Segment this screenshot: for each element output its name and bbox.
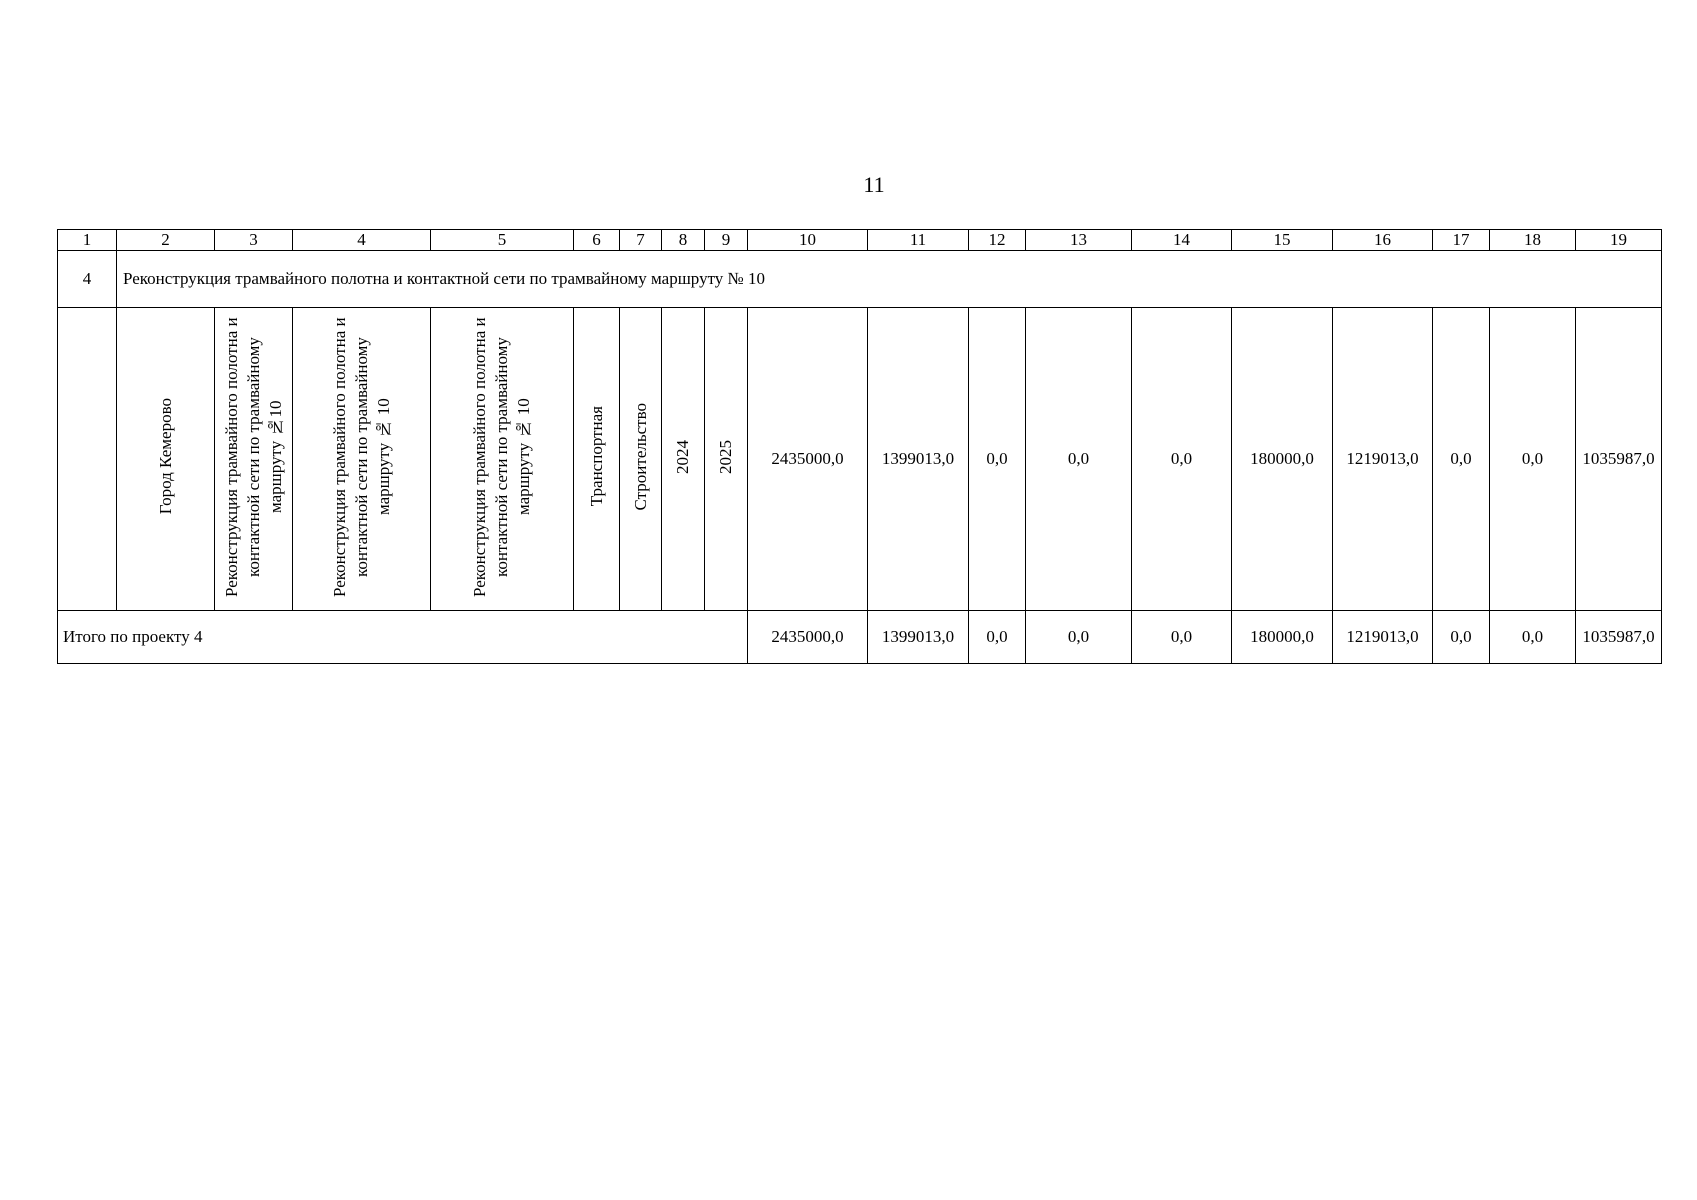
value-text: 180000,0 [1250,449,1314,468]
project-header-row [58,251,1662,308]
value-cell [1026,308,1132,611]
column-number: 17 [1433,230,1490,251]
total-value-cell [1232,611,1333,664]
work-type-cell [620,308,662,611]
page-number: 11 [863,172,885,197]
total-value-cell [1132,611,1232,664]
value-text: 0,0 [1170,449,1193,468]
value-cell [1132,308,1232,611]
object-description-cell [293,308,431,611]
column-number: 9 [705,230,748,251]
end-year-cell [705,308,748,611]
value-cell [1433,308,1490,611]
column-number: 13 [1026,230,1132,251]
value-text: 1035987,0 [1582,449,1655,468]
start-year-cell [662,308,705,611]
start-year-text: 2024 [673,439,692,474]
object-name-cell [215,308,293,611]
column-number: 10 [748,230,868,251]
row-number-cell [58,308,117,611]
end-year-text: 2025 [716,439,735,474]
object-description-text: Реконструкция трамвайного полотна и контактной сети по трамвайному маршруту № 10 [329,316,393,597]
value-cell [969,308,1026,611]
total-value-text: 1399013,0 [881,627,955,646]
total-label: Итого по проекту 4 [58,611,748,664]
infrastructure-type-text: Транспортная [586,406,606,507]
column-number: 19 [1576,230,1662,251]
column-number: 18 [1490,230,1576,251]
total-value-text: 2435000,0 [771,627,844,646]
total-value-text: 0,0 [1521,627,1544,646]
investment-table [57,229,1662,664]
column-number: 3 [215,230,293,251]
total-value-cell [1333,611,1433,664]
total-value-cell [868,611,969,664]
column-number: 12 [969,230,1026,251]
total-value-cell [1490,611,1576,664]
column-number: 6 [574,230,620,251]
column-number-row [58,230,1662,251]
infrastructure-type-cell [574,308,620,611]
value-text: 0,0 [986,449,1008,468]
project-number: 4 [58,251,117,308]
total-value-text: 1219013,0 [1346,627,1419,646]
object-name-text: Реконструкция трамвайного полотна и контактной сети по трамвайному маршруту №10 [221,316,285,597]
column-number: 7 [620,230,662,251]
object-result-cell [431,308,574,611]
column-number: 2 [117,230,215,251]
total-value-cell [1026,611,1132,664]
value-cell [1576,308,1662,611]
total-row [58,611,1662,664]
column-number: 15 [1232,230,1333,251]
municipality-text: Город Кемерово [155,398,175,515]
value-text: 1399013,0 [881,449,955,468]
total-value-cell [1576,611,1662,664]
value-cell [1232,308,1333,611]
value-cell [1490,308,1576,611]
value-text: 1219013,0 [1346,449,1419,468]
value-cell [1333,308,1433,611]
total-value-cell [969,611,1026,664]
total-value-text: 0,0 [986,627,1008,646]
column-number: 4 [293,230,431,251]
total-value-cell [1433,611,1490,664]
value-text: 0,0 [1067,449,1090,468]
column-number: 1 [58,230,117,251]
table-row [58,308,1662,611]
total-value-text: 1035987,0 [1582,627,1655,646]
column-number: 14 [1132,230,1232,251]
value-text: 0,0 [1450,449,1472,468]
total-value-text: 0,0 [1170,627,1193,646]
total-value-text: 180000,0 [1250,627,1314,646]
total-value-text: 0,0 [1067,627,1090,646]
municipality-cell [117,308,215,611]
value-text: 0,0 [1521,449,1544,468]
column-number: 11 [868,230,969,251]
value-cell [748,308,868,611]
column-number: 5 [431,230,574,251]
column-number: 16 [1333,230,1433,251]
project-name: Реконструкция трамвайного полотна и контактной сети по трамвайному маршруту № 10 [117,251,1662,308]
value-cell [868,308,969,611]
total-value-cell [748,611,868,664]
total-value-text: 0,0 [1450,627,1472,646]
value-text: 2435000,0 [771,449,844,468]
object-result-text: Реконструкция трамвайного полотна и контактной сети по трамвайному маршруту № 10 [470,316,533,597]
column-number: 8 [662,230,705,251]
work-type-text: Строительство [630,402,650,511]
